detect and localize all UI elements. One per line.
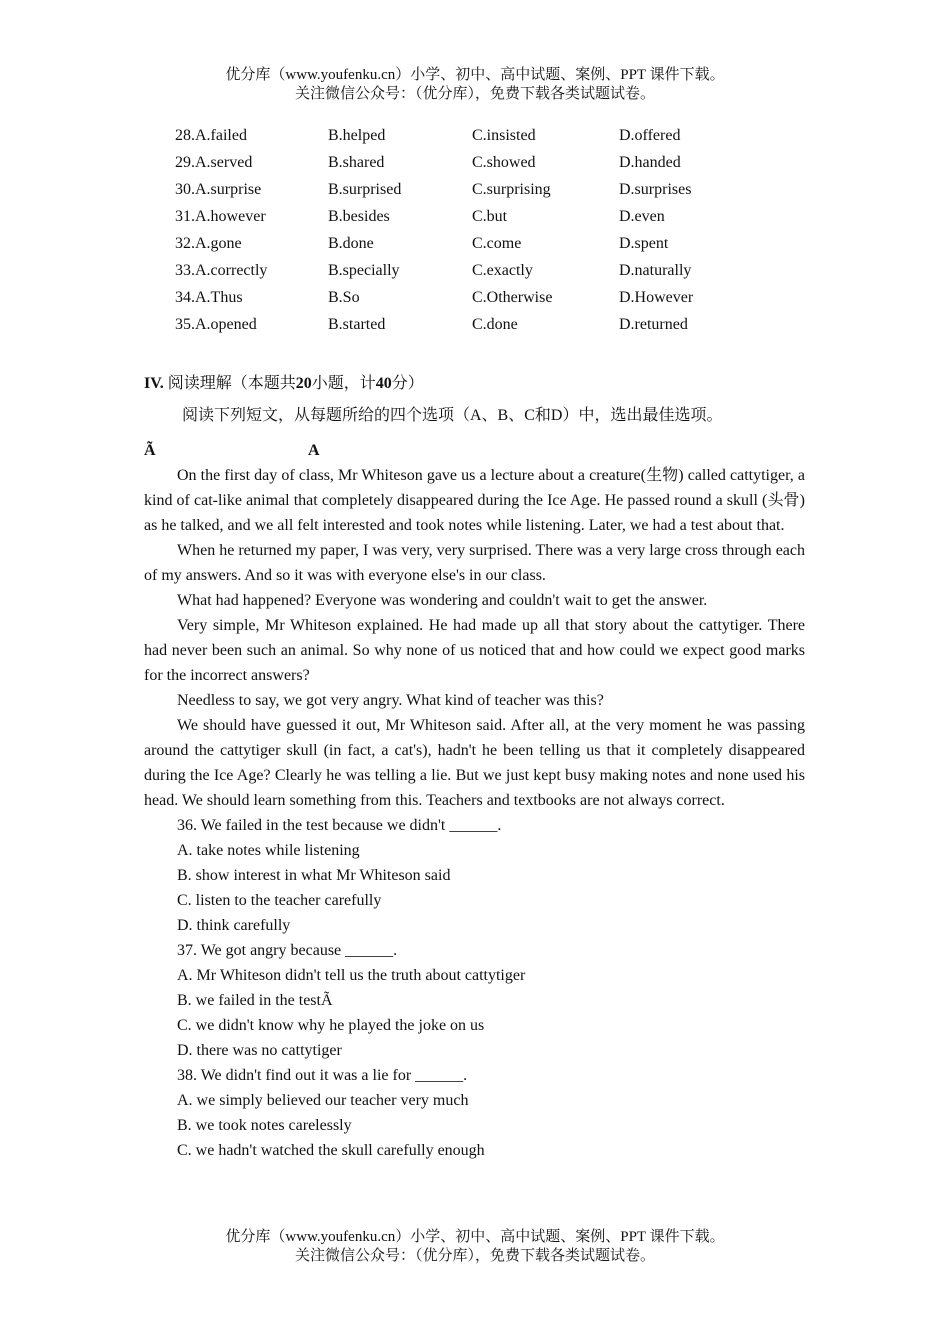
question-38-option-a: A. we simply believed our teacher very much xyxy=(177,1092,469,1109)
footer-line-2: 关注微信公众号：（优分库），免费下载各类试题试卷。 xyxy=(294,1248,655,1264)
option-a: 30.A.surprise xyxy=(175,181,262,198)
question-38-option-c: C. we hadn't watched the skull carefully enough xyxy=(177,1142,485,1159)
option-d: D.surprises xyxy=(619,181,692,198)
reading-passage xyxy=(144,463,805,1163)
page-footer xyxy=(0,1228,950,1266)
question-37-option-c: C. we didn't know why he played the joke on us xyxy=(177,1017,485,1034)
section-roman: IV. xyxy=(144,375,164,392)
question-36: 36. We failed in the test because we didn't ______. xyxy=(177,817,502,834)
section-title-text: 分） xyxy=(391,375,424,392)
header-line-1: 优分库（www.youfenku.cn）小学、初中、高中试题、案例、PPT 课件下载。 xyxy=(225,67,725,83)
option-c: C.Otherwise xyxy=(472,289,553,306)
passage-paragraph: We should have guessed it out, Mr Whiteson said. After all, at the very moment he was passing around the cattytiger skull (in fact, a cat's), hadn't he been telling us that it completely disappeared during the Ice Age? Clearly he was telling a lie. But we just kept busy making notes and none used his head. We should learn something from this. Teachers and textbooks are not always correct. xyxy=(144,717,805,809)
question-36-option-b: B. show interest in what Mr Whiteson said xyxy=(177,867,451,884)
option-d: D.handed xyxy=(619,154,681,171)
option-a: 34.A.Thus xyxy=(175,289,243,306)
footer-line-1: 优分库（www.youfenku.cn）小学、初中、高中试题、案例、PPT 课件下载。 xyxy=(225,1229,725,1245)
option-c: C.exactly xyxy=(472,262,533,279)
question-37-option-a: A. Mr Whiteson didn't tell us the truth about cattytiger xyxy=(177,967,526,984)
page-header xyxy=(0,66,950,104)
question-37-option-d: D. there was no cattytiger xyxy=(177,1042,342,1059)
question-37-option-b: B. we failed in the testÃ xyxy=(177,992,333,1009)
question-38-option-b: B. we took notes carelessly xyxy=(177,1117,352,1134)
option-b: B.shared xyxy=(328,154,385,171)
question-37: 37. We got angry because ______. xyxy=(177,942,398,959)
option-b: B.besides xyxy=(328,208,390,225)
section-title-text: 小题，计 xyxy=(311,375,376,392)
option-b: B.So xyxy=(328,289,360,306)
option-b: B.started xyxy=(328,316,386,333)
passage-paragraph: On the first day of class, Mr Whiteson gave us a lecture about a creature(生物) called cattytiger, a kind of cat-like animal that completely disappeared during the Ice Age. He passed round a skull (头骨) as he talked, and we all felt interested and took notes while listening. Later, we had a test about that. xyxy=(144,467,805,534)
option-a: 35.A.opened xyxy=(175,316,257,333)
option-a: 29.A.served xyxy=(175,154,253,171)
section-title-text: 阅读理解（本题共 xyxy=(167,375,296,392)
option-d: D.offered xyxy=(619,127,681,144)
option-c: C.come xyxy=(472,235,522,252)
header-line-2: 关注微信公众号：（优分库），免费下载各类试题试卷。 xyxy=(294,86,655,102)
total-score: 40 xyxy=(375,375,392,392)
option-b: B.specially xyxy=(328,262,400,279)
option-a: 28.A.failed xyxy=(175,127,247,144)
option-a: 33.A.correctly xyxy=(175,262,268,279)
option-c: C.showed xyxy=(472,154,536,171)
option-d: D.returned xyxy=(619,316,688,333)
option-c: C.insisted xyxy=(472,127,536,144)
option-b: B.surprised xyxy=(328,181,402,198)
section-title xyxy=(144,374,424,394)
option-a: 32.A.gone xyxy=(175,235,242,252)
option-a: 31.A.however xyxy=(175,208,266,225)
option-c: C.surprising xyxy=(472,181,551,198)
question-count: 20 xyxy=(295,375,312,392)
passage-mark: Ã xyxy=(144,442,156,459)
passage-paragraph: Needless to say, we got very angry. What kind of teacher was this? xyxy=(177,692,604,709)
passage-paragraph: Very simple, Mr Whiteson explained. He had made up all that story about the cattytiger. There had never been such an animal. So why none of us noticed that and how could we expect good marks for the incorrect answers? xyxy=(144,617,805,684)
option-d: D.spent xyxy=(619,235,669,252)
option-d: D.naturally xyxy=(619,262,692,279)
question-38: 38. We didn't find out it was a lie for ______. xyxy=(177,1067,468,1084)
option-d: D.even xyxy=(619,208,665,225)
option-b: B.helped xyxy=(328,127,386,144)
passage-paragraph: What had happened? Everyone was wondering and couldn't wait to get the answer. xyxy=(177,592,708,609)
passage-label: A xyxy=(308,442,320,459)
section-instruction: 阅读下列短文，从每题所给的四个选项（A、B、C和D）中，选出最佳选项。 xyxy=(182,407,723,424)
question-36-option-c: C. listen to the teacher carefully xyxy=(177,892,382,909)
passage-paragraph: When he returned my paper, I was very, very surprised. There was a very large cross through each of my answers. And so it was with everyone else's in our class. xyxy=(144,542,805,584)
option-c: C.done xyxy=(472,316,518,333)
question-36-option-a: A. take notes while listening xyxy=(177,842,360,859)
option-d: D.However xyxy=(619,289,694,306)
question-36-option-d: D. think carefully xyxy=(177,917,291,934)
option-b: B.done xyxy=(328,235,374,252)
option-c: C.but xyxy=(472,208,508,225)
